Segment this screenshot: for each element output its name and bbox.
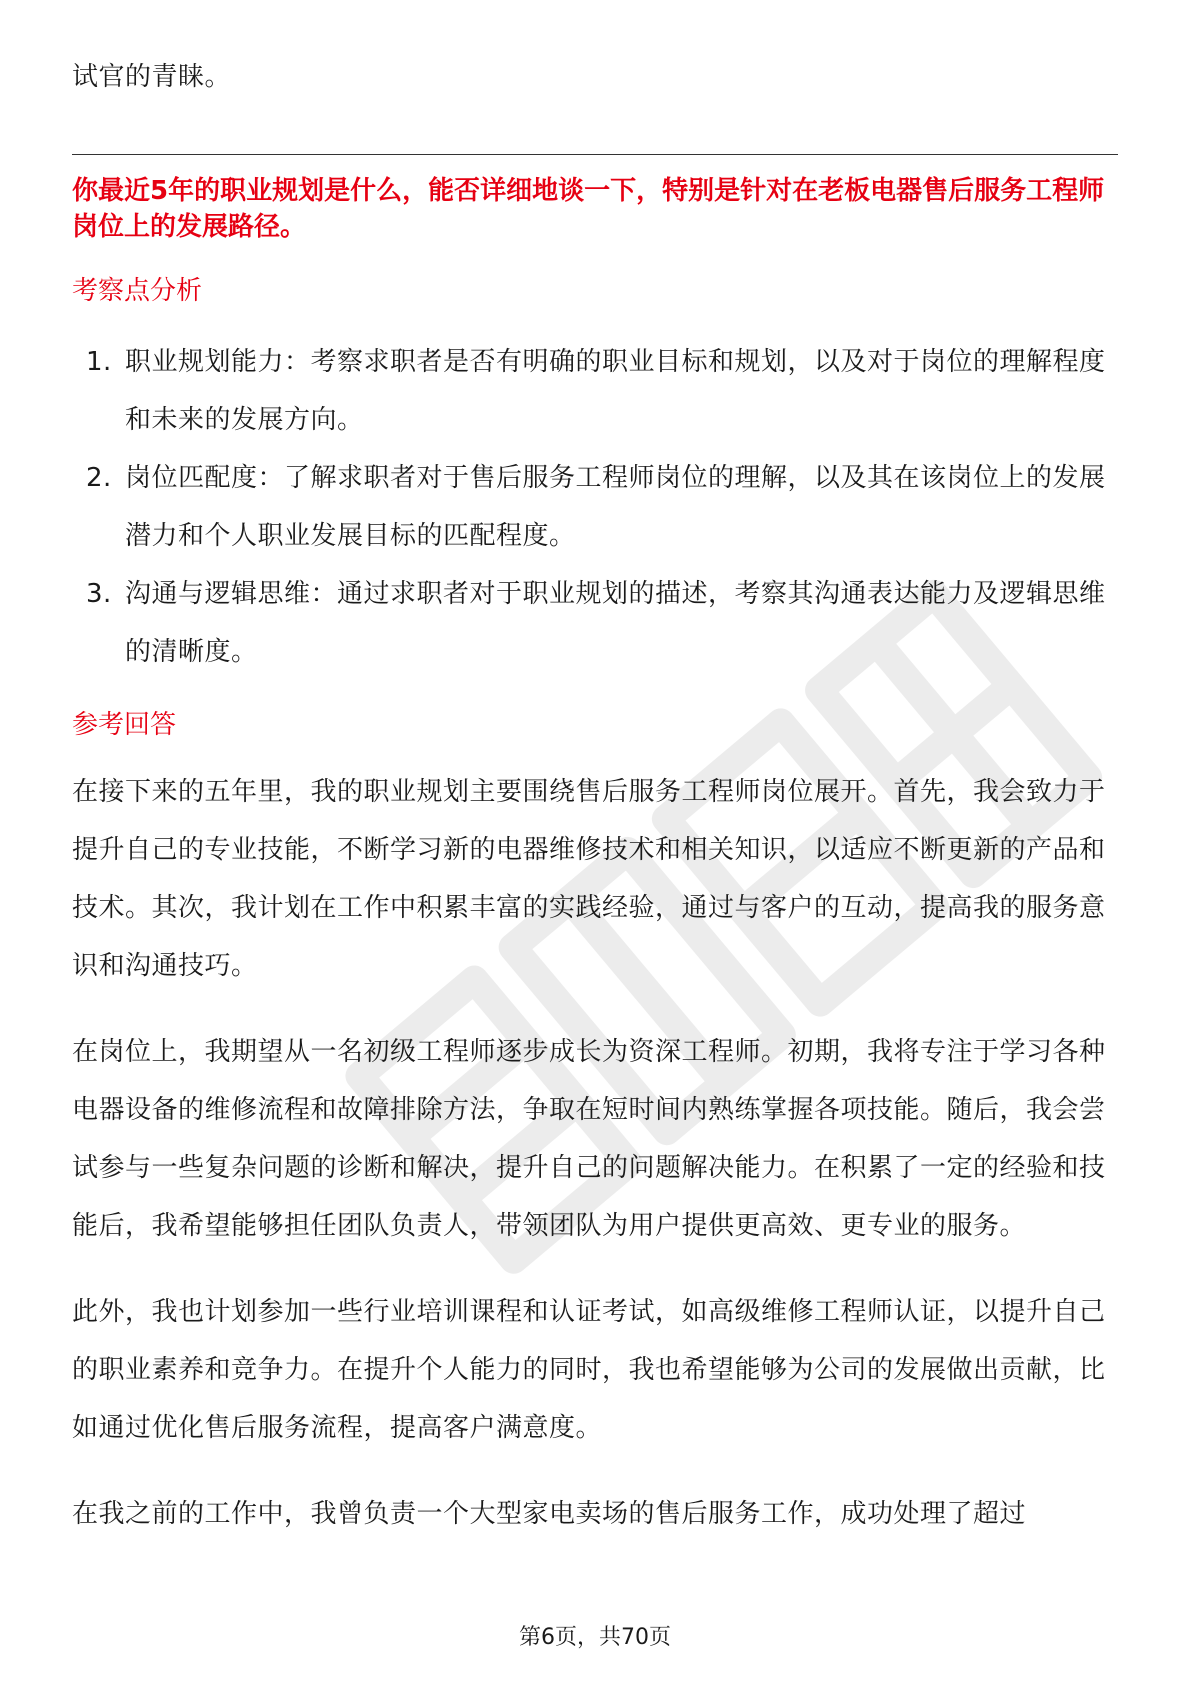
- carryover-text: 试官的青睐。: [72, 62, 232, 92]
- list-item: [72, 449, 1118, 565]
- answer-paragraph: 在接下来的五年里，我的职业规划主要围绕售后服务工程师岗位展开。首先，我会致力于提升自己的专业技能，不断学习新的电器维修技术和相关知识，以适应不断更新的产品和技术。其次，我计划在工作中积累丰富的实践经验，通过与客户的互动，提高我的服务意识和沟通技巧。: [72, 777, 1106, 981]
- list-item-text: 沟通与逻辑思维：通过求职者对于职业规划的描述，考察其沟通表达能力及逻辑思维的清晰度。: [125, 579, 1106, 667]
- analysis-list: [72, 333, 1118, 681]
- answer-paragraph: 在岗位上，我期望从一名初级工程师逐步成长为资深工程师。初期，我将专注于学习各种电器设备的维修流程和故障排除方法，争取在短时间内熟练掌握各项技能。随后，我会尝试参与一些复杂问题的诊断和解决，提升自己的问题解决能力。在积累了一定的经验和技能后，我希望能够担任团队负责人，带领团队为用户提供更高效、更专业的服务。: [72, 1037, 1106, 1241]
- section-divider: [72, 154, 1118, 155]
- list-item: [72, 565, 1118, 681]
- page-number: 第6页，共70页: [519, 1625, 671, 1650]
- answer-heading: 参考回答: [72, 710, 177, 740]
- page-content: [72, 48, 1118, 1571]
- list-item: [72, 333, 1118, 449]
- analysis-heading: 考察点分析: [72, 276, 203, 306]
- list-number: 1.: [86, 347, 112, 377]
- list-item-text: 岗位匹配度：了解求职者对于售后服务工程师岗位的理解，以及其在该岗位上的发展潜力和个人职业发展目标的匹配程度。: [125, 463, 1106, 551]
- interview-question: 你最近5年的职业规划是什么，能否详细地谈一下，特别是针对在老板电器售后服务工程师岗位上的发展路径。: [72, 176, 1105, 242]
- list-item-text: 职业规划能力：考察求职者是否有明确的职业目标和规划，以及对于岗位的理解程度和未来的发展方向。: [125, 347, 1106, 435]
- answer-paragraph: 此外，我也计划参加一些行业培训课程和认证考试，如高级维修工程师认证，以提升自己的职业素养和竞争力。在提升个人能力的同时，我也希望能够为公司的发展做出贡献，比如通过优化售后服务流程，提高客户满意度。: [72, 1297, 1106, 1443]
- list-number: 3.: [86, 579, 112, 609]
- list-number: 2.: [86, 463, 112, 493]
- answer-paragraph: 在我之前的工作中，我曾负责一个大型家电卖场的售后服务工作，成功处理了超过: [72, 1499, 1027, 1529]
